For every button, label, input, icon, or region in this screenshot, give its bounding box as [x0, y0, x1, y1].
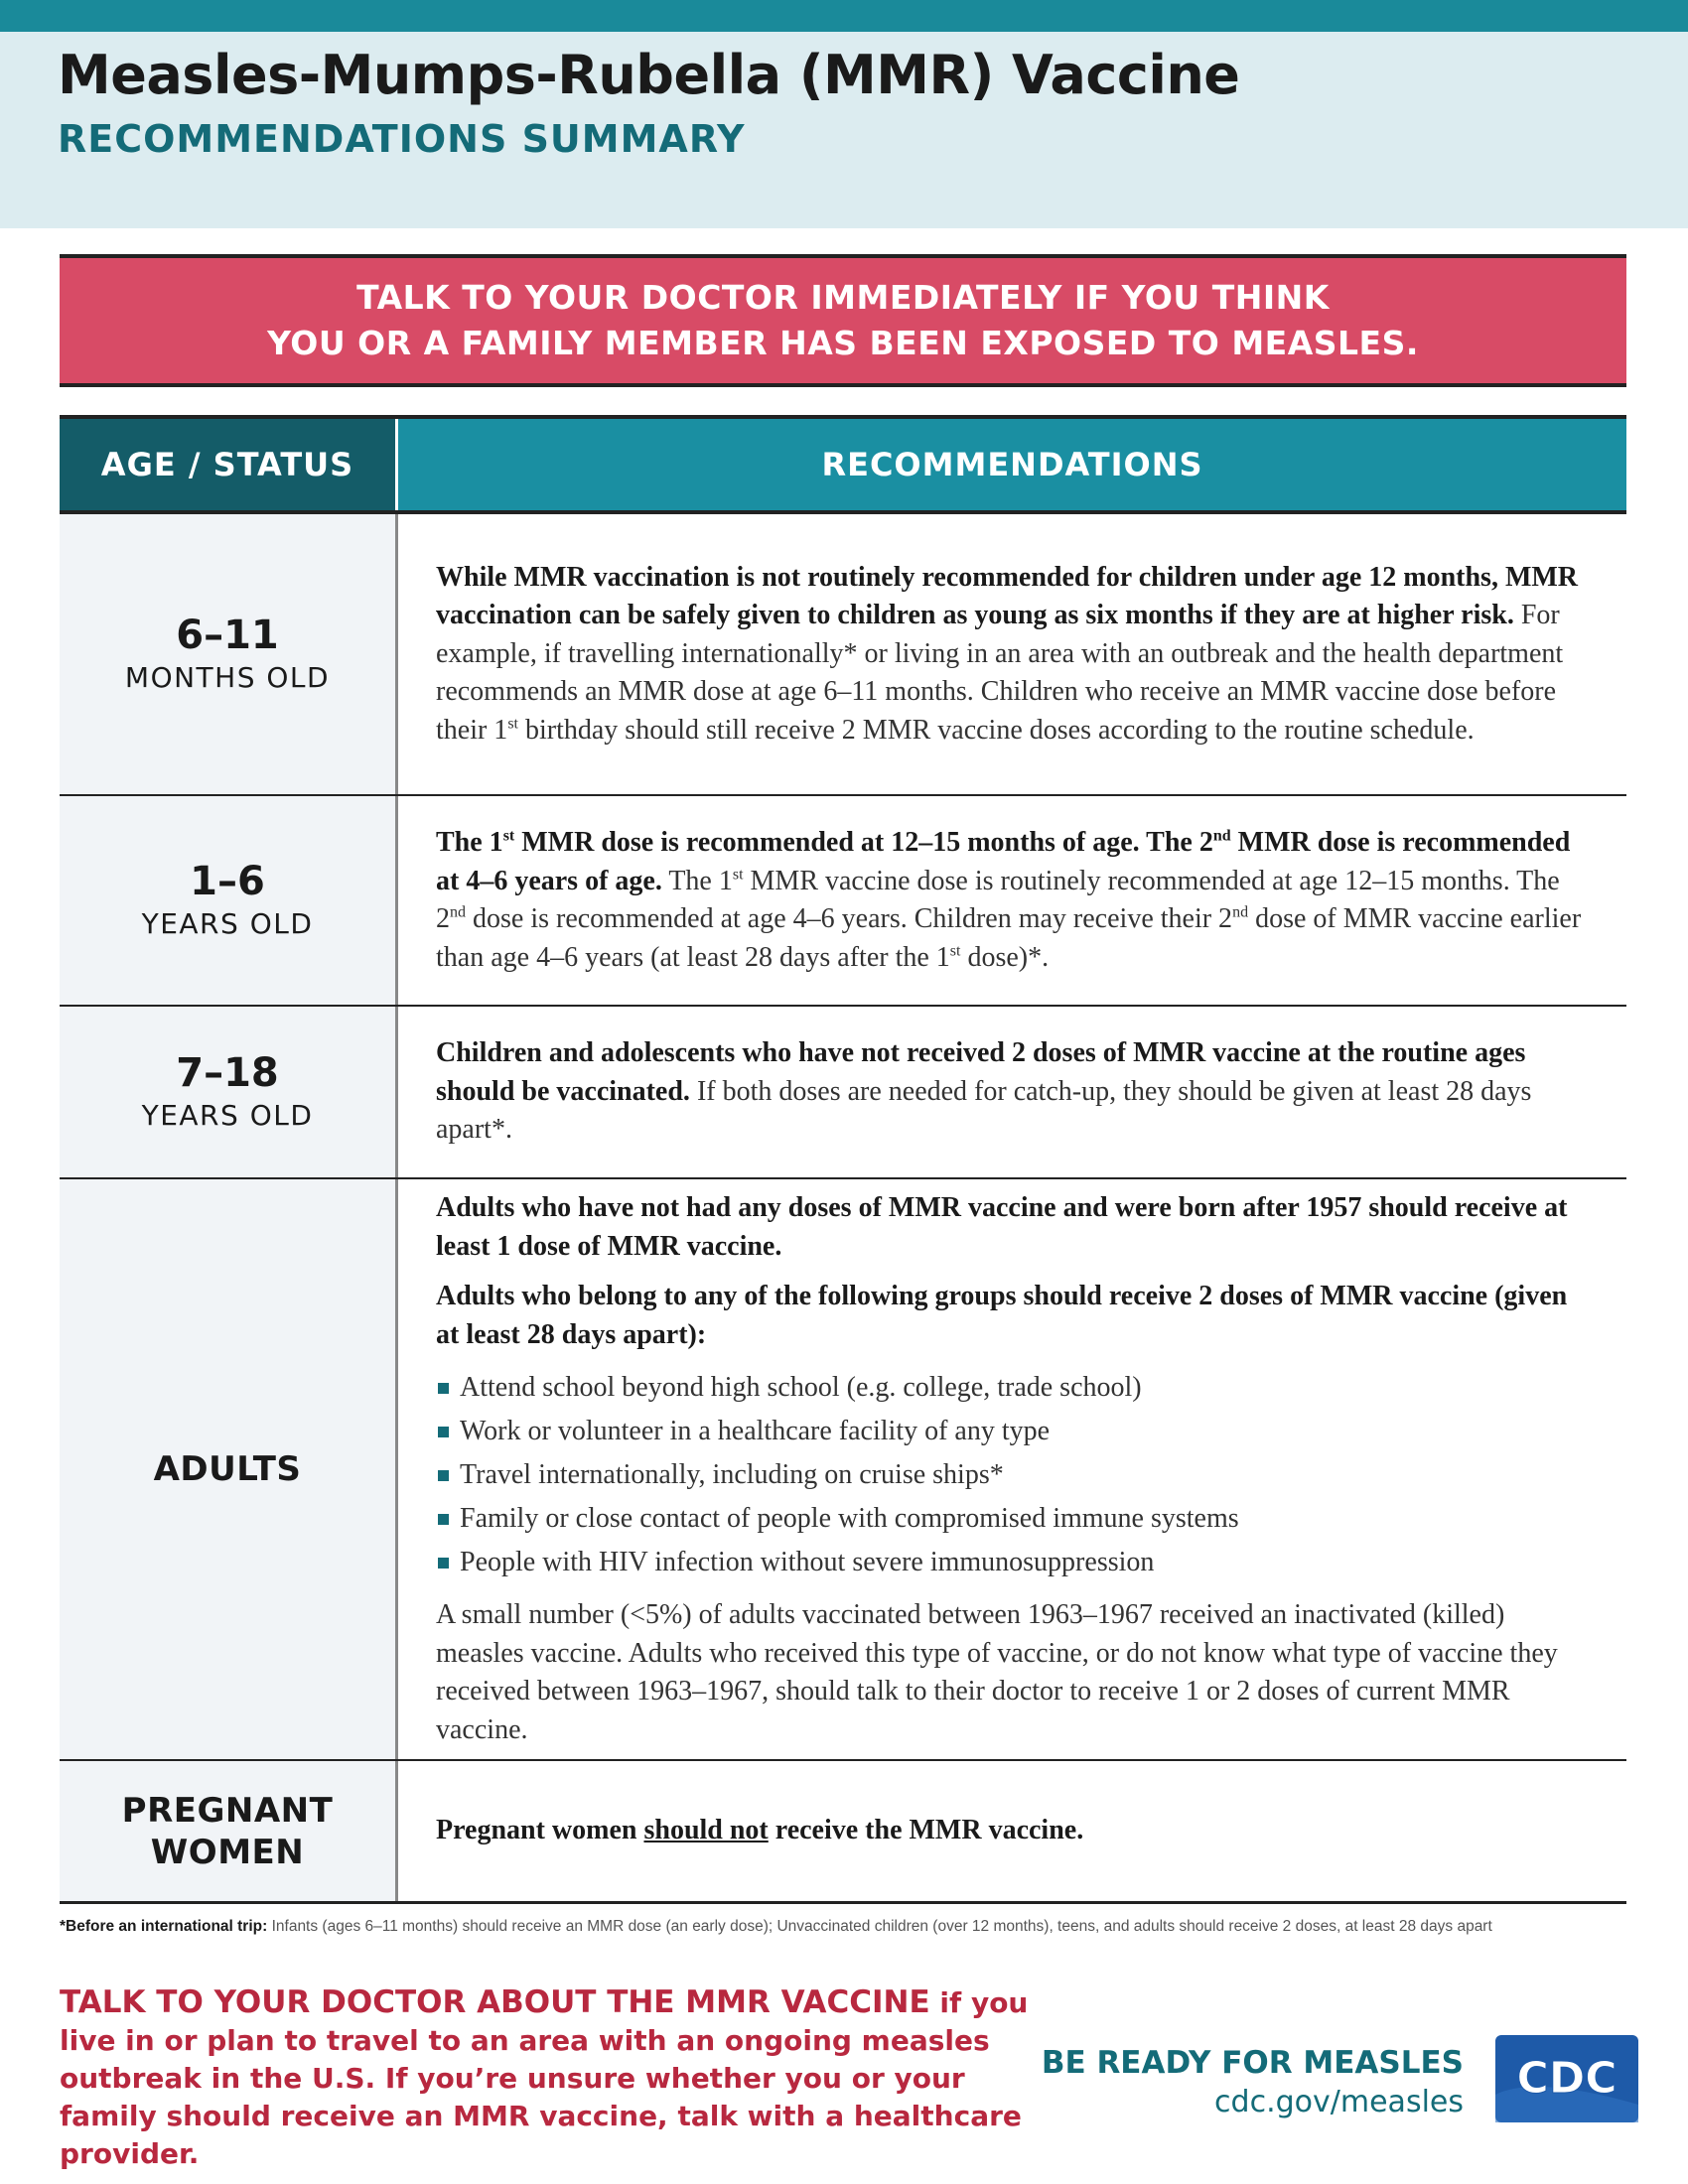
bullet-square-icon: [438, 1514, 449, 1525]
recommendation-text: [436, 1278, 1591, 1354]
page-subtitle: RECOMMENDATIONS SUMMARY: [58, 117, 746, 161]
recommendation-span: MMR vaccine dose is routinely recommended at age 12–15 months. The 2: [436, 865, 1560, 934]
table-row-7-18-years: [60, 1005, 1626, 1177]
table-row-1-6-years: [60, 794, 1626, 1005]
cta-lead: TALK TO YOUR DOCTOR ABOUT THE MMR VACCINE: [60, 1984, 930, 2020]
ordinal-suffix: nd: [1212, 827, 1231, 845]
list-item-text: Work or volunteer in a healthcare facility of any type: [460, 1416, 1051, 1446]
inactivated-vaccine-note: A small number (<5%) of adults vaccinated between 1963–1967 received an inactivated (killed) measles vaccine. Adults who received this type of vaccine, or do not know what type of vaccine they received between 1963–1967, should talk to their doctor to receive 1 or 2 doses of current MMR vaccine.: [436, 1599, 1558, 1745]
recommendation-span: dose of MMR vaccine earlier than age 4–6 years (at least 28 days after the 1: [436, 903, 1582, 973]
bullet-square-icon: [438, 1383, 449, 1394]
ordinal-suffix: st: [507, 715, 518, 733]
page-title: Measles-Mumps-Rubella (MMR) Vaccine: [58, 44, 1240, 106]
recommendation-cell: [398, 514, 1626, 794]
recommendation-span: dose is recommended at age 4–6 years. Children may receive their 2: [466, 903, 1233, 934]
be-ready-block: [1042, 2045, 1464, 2119]
list-item-text: People with HIV infection without severe immunosuppression: [460, 1547, 1155, 1577]
recommendations-table: [60, 415, 1626, 1904]
recommendation-span: * or living in an area with an outbreak and the health department recommends an MMR dose at age 6–11 months. Children who receive an MMR vaccine dose before their 1: [436, 637, 1564, 746]
recommendation-span: birthday should still receive 2 MMR vaccine doses according to the routine schedule.: [517, 714, 1475, 746]
recommendation-bold: [436, 1815, 1083, 1845]
bullet-square-icon: [438, 1558, 449, 1569]
cdc-logo-text: CDC: [1516, 2053, 1618, 2104]
recommendation-cell: [398, 1761, 1626, 1901]
list-item-text: Attend school beyond high school (e.g. college, trade school): [460, 1372, 1142, 1403]
list-item: [436, 1410, 1591, 1453]
age-range: 6–11: [176, 613, 279, 658]
recommendation-span: For example, if travelling internationally: [436, 600, 1560, 669]
bullet-square-icon: [438, 1470, 449, 1481]
exposure-alert-banner: [60, 254, 1626, 387]
list-item: [436, 1453, 1591, 1497]
cta-text: if you live in or plan to travel to an area with an ongoing measles outbreak in the U.S. If you’re unsure whether you or your family should receive an MMR vaccine, talk with a healthcare provider.: [60, 1986, 1029, 2170]
international-trip-footnote: [60, 1918, 1492, 1936]
list-item: [436, 1541, 1591, 1584]
recommendation-cell: [398, 1179, 1626, 1759]
table-row-pregnant-women: [60, 1759, 1626, 1904]
age-unit: MONTHS OLD: [124, 661, 331, 694]
emphasis-underline: should not: [643, 1815, 769, 1846]
recommendation-cell: [398, 796, 1626, 1005]
bullet-square-icon: [438, 1427, 449, 1437]
age-range: 1–6: [190, 859, 265, 904]
cdc-measles-link[interactable]: cdc.gov/measles: [1214, 2085, 1464, 2119]
list-item: [436, 1497, 1591, 1541]
ordinal-suffix: st: [732, 866, 744, 884]
ordinal-suffix: st: [502, 827, 515, 845]
table-header: [60, 419, 1626, 510]
list-item-text: Family or close contact of people with compromised immune systems: [460, 1503, 1239, 1534]
list-item-text: Travel internationally, including on cruise ships*: [460, 1459, 1004, 1490]
alert-line-1: TALK TO YOUR DOCTOR IMMEDIATELY IF YOU THINK: [356, 278, 1330, 317]
footnote-label: *Before an international trip:: [60, 1918, 268, 1935]
adult-groups-list: [436, 1366, 1591, 1584]
recommendation-bold: Adults who have not had any doses of MMR vaccine and were born after 1957 should receive at least 1 dose of MMR vaccine.: [436, 1192, 1568, 1262]
age-cell: [60, 514, 398, 794]
ordinal-suffix: nd: [450, 903, 466, 921]
top-accent-bar: [0, 0, 1688, 32]
ordinal-suffix: st: [949, 942, 961, 960]
recommendation-span: If both doses are needed for catch-up, they should be given at least 28 days apart*.: [436, 1075, 1532, 1146]
age-status-label: PREGNANT: [121, 1790, 334, 1831]
column-header-recommendations: RECOMMENDATIONS: [398, 419, 1626, 510]
recommendation-span: dose)*.: [960, 941, 1050, 973]
age-cell: [60, 796, 398, 1005]
age-cell: [60, 1007, 398, 1177]
call-to-action: [60, 1983, 1053, 2173]
recommendation-text: [436, 1034, 1591, 1150]
age-unit: YEARS OLD: [141, 907, 314, 940]
age-unit: YEARS OLD: [141, 1099, 314, 1132]
be-ready-heading: BE READY FOR MEASLES: [1041, 2045, 1464, 2081]
ordinal-suffix: nd: [1232, 903, 1249, 921]
cdc-logo-icon: [1495, 2035, 1638, 2122]
recommendation-text: [436, 559, 1591, 751]
recommendation-text: [436, 824, 1591, 977]
footnote-text: Infants (ages 6–11 months) should receive an MMR dose (an early dose); Unvaccinated children (over 12 months), teens, and adults should receive 2 doses, at least 28 days apart: [267, 1918, 1492, 1935]
table-row-adults: [60, 1177, 1626, 1759]
recommendation-span: receive the MMR vaccine.: [768, 1815, 1084, 1846]
age-cell: [60, 1761, 398, 1901]
recommendation-span: MMR dose is recommended at 4–6 years of age.: [436, 827, 1571, 896]
age-range: 7–18: [176, 1050, 279, 1096]
recommendation-span: Pregnant women: [436, 1815, 644, 1846]
table-row-6-11-months: [60, 510, 1626, 794]
recommendation-span: The 1: [661, 865, 733, 896]
recommendation-bold: While MMR vaccination is not routinely recommended for children under age 12 months, MMR vaccination can be safely given to children as young as six months if they are at higher risk.: [436, 561, 1579, 631]
recommendation-cell: [398, 1007, 1626, 1177]
recommendation-span: MMR dose is recommended at 12–15 months of age. The 2: [514, 827, 1213, 858]
recommendation-bold: Adults who belong to any of the following groups should receive 2 doses of MMR vaccine (given at least 28 days apart):: [436, 1281, 1568, 1350]
recommendation-span: The 1: [436, 827, 503, 858]
column-header-age: AGE / STATUS: [60, 419, 398, 510]
age-status-label: WOMEN: [150, 1832, 305, 1872]
recommendation-bold: Children and adolescents who have not received 2 doses of MMR vaccine at the routine ages should be vaccinated.: [436, 1037, 1526, 1107]
recommendation-text: [436, 1189, 1591, 1266]
list-item: [436, 1366, 1591, 1410]
recommendation-text: [436, 1812, 1591, 1850]
age-cell: [60, 1179, 398, 1759]
age-status-label: ADULTS: [153, 1449, 302, 1489]
alert-line-2: YOU OR A FAMILY MEMBER HAS BEEN EXPOSED TO MEASLES.: [267, 324, 1419, 362]
